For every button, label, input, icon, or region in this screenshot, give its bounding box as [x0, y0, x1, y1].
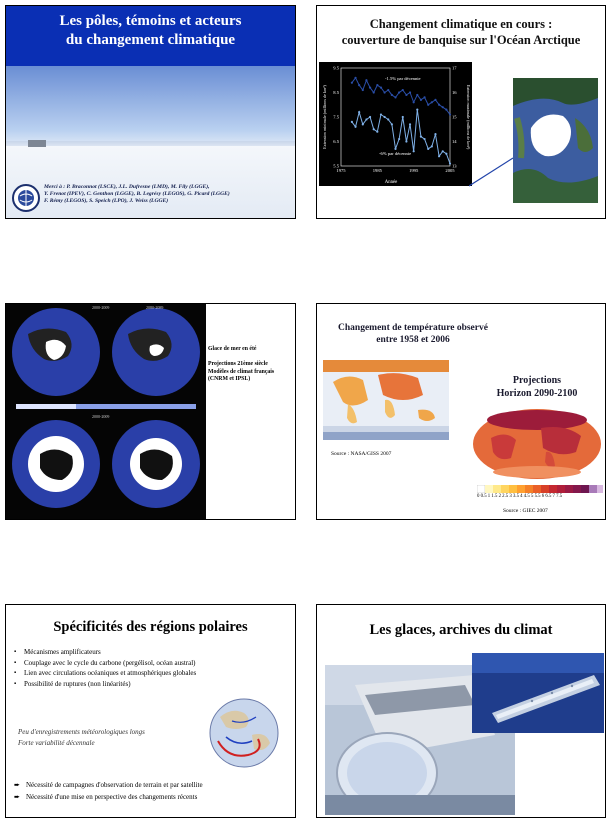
title-line-2: Horizon 2090-2100 [496, 388, 578, 399]
data-point-min [369, 116, 371, 118]
arrow-icon: ➨ [14, 793, 20, 801]
data-point-max [420, 99, 422, 101]
observed-temperature-title [323, 322, 503, 346]
list-item: ▪ Possibilité de ruptures (non linéarités) [14, 679, 294, 690]
conclusion-item [14, 791, 294, 803]
slide-5-title: Spécificités des régions polaires [53, 619, 248, 635]
arrow-icon: ➨ [14, 781, 20, 789]
annotation-max: -1.5% par décennie [385, 76, 421, 81]
data-point-min [416, 109, 418, 111]
data-point-min [398, 138, 400, 140]
x-tick: 1995 [409, 168, 419, 173]
data-point-max [394, 96, 396, 98]
map-connector [469, 156, 514, 196]
title-line-2: du changement climatique [65, 32, 236, 48]
data-point-min [384, 116, 386, 118]
data-point-max [398, 91, 400, 93]
data-point-max [445, 109, 447, 111]
data-point-min [373, 128, 375, 130]
x-axis-label: Année [384, 180, 398, 185]
data-point-max [449, 113, 451, 115]
data-point-min [391, 123, 393, 125]
slide-2-title [317, 16, 605, 48]
chart-canvas [319, 62, 472, 186]
data-point-min [438, 155, 440, 157]
conclusion-text: Nécessité d'une mise en perspective des changements récents [26, 793, 198, 801]
data-point-max [438, 104, 440, 106]
data-point-max [427, 104, 429, 106]
data-point-max [423, 96, 425, 98]
sea-ice-projection-maps [6, 304, 206, 520]
data-point-max [376, 84, 378, 86]
data-point-max [387, 89, 389, 91]
data-point-max [373, 91, 375, 93]
data-point-max [358, 84, 360, 86]
data-point-min [354, 126, 356, 128]
y-tick-left: 9.5 [333, 65, 339, 71]
y-axis-left-label: Extension minimale (millions de km²) [322, 85, 327, 149]
title-line-1: Changement de température observé [338, 323, 488, 333]
data-point-min [362, 123, 364, 125]
bullet-list [14, 647, 294, 689]
series-line-max [352, 78, 450, 115]
data-point-min [427, 148, 429, 150]
y-tick-left: 8.5 [333, 90, 339, 95]
conclusion-list [14, 779, 294, 803]
y-tick-right: 14 [452, 139, 457, 144]
data-point-max [362, 89, 364, 91]
annotation-min: -6% par décennie [379, 151, 412, 156]
panel-label: 2000-2009 [92, 305, 110, 310]
polar-maps-image [6, 304, 206, 520]
data-point-max [369, 87, 371, 89]
data-point-min [423, 138, 425, 140]
slide-1 [5, 5, 296, 219]
globe-logo-icon [16, 188, 36, 208]
data-point-max [409, 91, 411, 93]
slide-3-caption [208, 346, 294, 384]
slide-3 [5, 303, 296, 520]
data-point-max [384, 91, 386, 93]
antarctic-sky-photo [6, 66, 295, 146]
arctic-map-image [513, 78, 598, 203]
title-line-1: Les pôles, témoins et acteurs [59, 13, 242, 29]
data-point-min [445, 153, 447, 155]
arctic-sea-ice-map [513, 78, 598, 203]
data-point-max [391, 94, 393, 96]
data-point-max [431, 101, 433, 103]
y-tick-right: 15 [452, 114, 457, 120]
title-line-1: Changement climatique en cours : [369, 17, 553, 31]
y-tick-right: 13 [452, 163, 457, 169]
data-point-max [354, 77, 356, 79]
sea-ice-extent-chart [319, 62, 472, 186]
list-item: ▪ Lien avec circulations océaniques et atmosphériques globales [14, 668, 294, 679]
y-tick-right: 16 [452, 90, 457, 95]
x-tick: 1985 [372, 168, 382, 173]
credits-line: Merci à : P. Braconnot (LSCE), J.L. Dufresne (LMD), M. Fily (LGGE), [44, 184, 210, 190]
italic-note [18, 727, 145, 749]
panel-label: 2080-2089 [146, 305, 164, 310]
x-tick: 2005 [445, 168, 455, 173]
note-line: Forte variabilité décennale [18, 739, 95, 747]
panel-label: 2000-2009 [92, 414, 110, 419]
data-point-max [416, 94, 418, 96]
title-line-2: entre 1958 et 2006 [376, 335, 450, 345]
projections-title [467, 374, 606, 400]
data-point-max [434, 99, 436, 101]
data-point-min [394, 148, 396, 150]
observed-temperature-map [323, 360, 449, 440]
data-point-min [380, 113, 382, 115]
data-point-max [365, 79, 367, 81]
list-item: ▪ Couplage avec le cycle du carbone (pergélisol, océan austral) [14, 658, 294, 669]
data-point-min [442, 150, 444, 152]
data-point-min [431, 145, 433, 147]
temperature-scale-bar [477, 485, 603, 493]
caption-line: Modèles de climat français [208, 368, 275, 375]
slide-5 [5, 604, 296, 818]
data-point-min [365, 118, 367, 120]
y-tick-right: 17 [452, 65, 457, 71]
acknowledgements [44, 184, 296, 206]
slide-2 [316, 5, 606, 219]
conclusion-item [14, 779, 294, 791]
conclusion-text: Nécessité de campagnes d'observation de terrain et par satellite [26, 781, 203, 789]
source-giec: Source : GIEC 2007 [503, 508, 548, 514]
temperature-scale-labels: 0 0.5 1 1.5 2 2.5 3 3.5 4 4.5 5 5.5 6 6.5 7 7.5 [477, 494, 563, 499]
slide-6 [316, 604, 606, 818]
title-line-2: couverture de banquise sur l'Océan Arctique [341, 33, 581, 47]
data-point-min [405, 140, 407, 142]
data-point-min [449, 162, 451, 164]
slide-6-title: Les glaces, archives du climat [369, 622, 553, 638]
station-hut [28, 140, 46, 147]
ocean-circulation-globe [208, 697, 280, 769]
data-point-min [402, 116, 404, 118]
y-tick-left: 7.5 [333, 114, 339, 120]
data-point-max [402, 89, 404, 91]
title-line-1: Projections [512, 375, 562, 386]
data-point-min [351, 121, 353, 123]
slide-4 [316, 303, 606, 520]
ice-sample-photo [472, 653, 604, 733]
slide-1-title [6, 12, 295, 50]
credits-line: F. Rémy (LEGOS), S. Speich (LPO), J. Weiss (LGGE) [44, 198, 169, 205]
data-point-min [413, 150, 415, 152]
note-line: Peu d'enregistrements météorologiques longs [18, 728, 145, 736]
data-point-max [442, 106, 444, 108]
data-point-max [380, 87, 382, 89]
data-point-min [434, 133, 436, 135]
data-point-max [351, 82, 353, 84]
data-point-min [409, 123, 411, 125]
y-tick-left: 5.5 [333, 163, 339, 169]
institution-logo [12, 184, 40, 212]
data-point-max [405, 94, 407, 96]
list-item: ▪ Mécanismes amplificateurs [14, 647, 294, 658]
caption-line: Glace de mer en été [208, 346, 257, 352]
credits-line: Y. Frenot (IPEV), C. Genthon (LGGE), B. Legrésy (LEGOS), G. Picard (LGGE) [44, 191, 230, 198]
caption-line: Projections 21ème siècle [208, 361, 268, 368]
snow-field [6, 146, 295, 219]
data-point-max [413, 101, 415, 103]
data-point-min [376, 131, 378, 133]
data-point-min [358, 111, 360, 113]
source-nasa: Source : NASA/GISS 2007 [331, 451, 392, 457]
caption-line: (CNRM et IPSL) [208, 376, 251, 383]
y-axis-right-label: Extension maximale (millions de km²) [466, 84, 471, 150]
data-point-min [420, 136, 422, 138]
x-tick: 1975 [336, 168, 346, 173]
y-tick-left: 6.5 [333, 139, 339, 144]
projected-temperature-map [471, 408, 603, 480]
data-point-min [387, 118, 389, 120]
